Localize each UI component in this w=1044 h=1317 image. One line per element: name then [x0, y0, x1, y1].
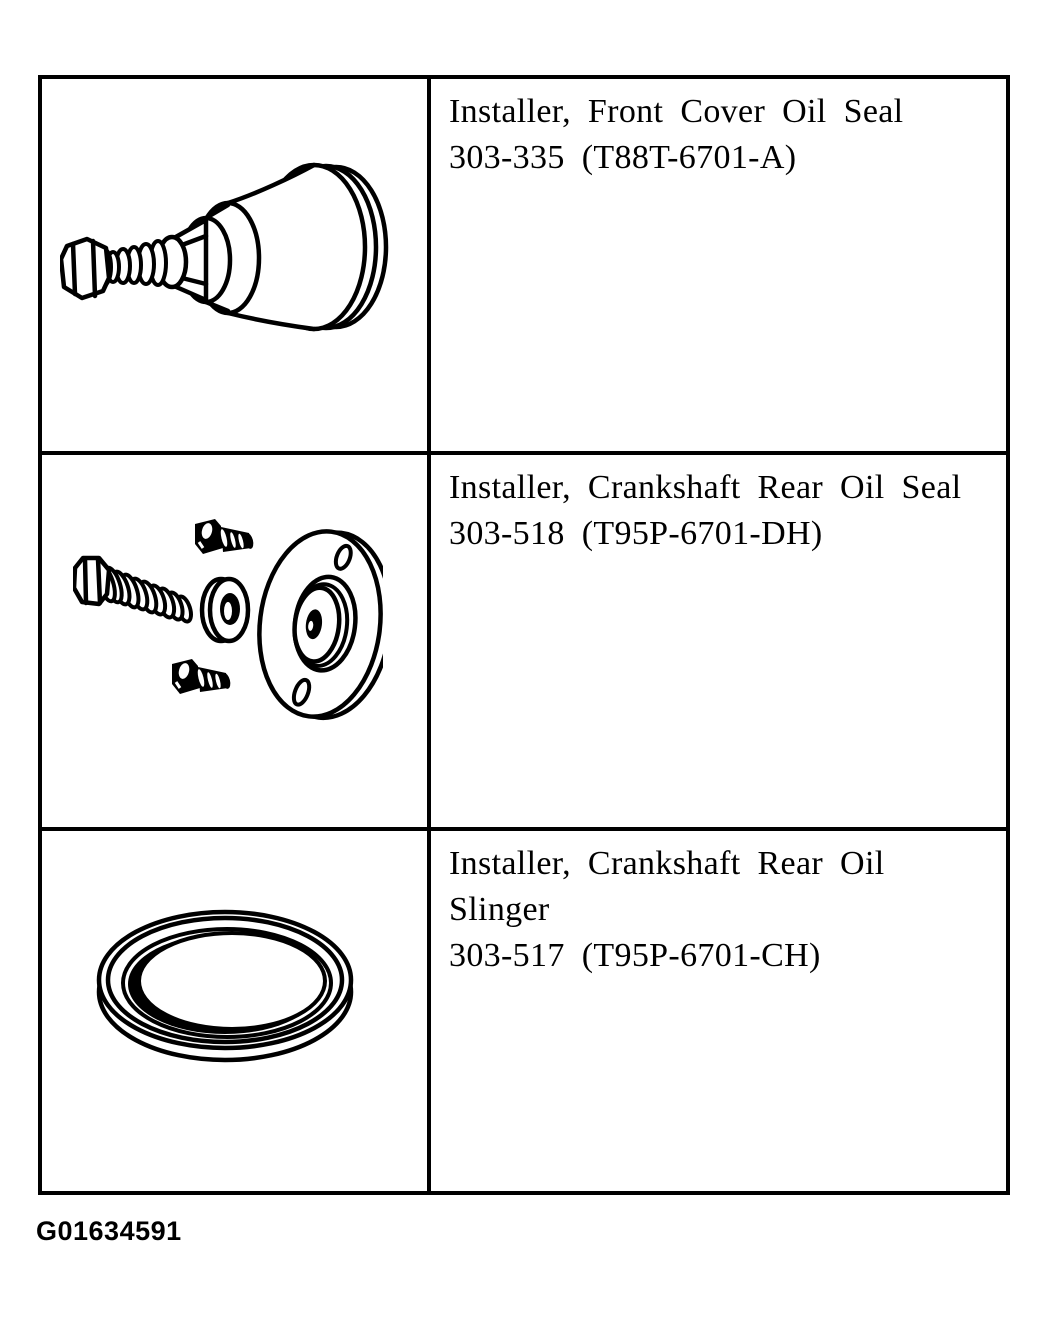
tool-illustration-cell [42, 79, 431, 451]
tool-illustration-cell [42, 455, 431, 827]
tool-name: Installer, Front Cover Oil Seal [449, 93, 904, 130]
table-row [42, 79, 1006, 455]
table-row [42, 831, 1006, 1191]
special-tools-table [38, 75, 1010, 1195]
tool-part-number: 303-335 (T88T-6701-A) [449, 139, 797, 176]
tool-illustration-cell [42, 831, 431, 1191]
tool-part-number: 303-518 (T95P-6701-DH) [449, 515, 823, 552]
table-row [42, 455, 1006, 831]
tool-part-number: 303-517 (T95P-6701-CH) [449, 937, 821, 974]
tool-description-cell [431, 79, 1006, 451]
tool-name: Installer, Crankshaft Rear Oil Slinger [449, 845, 885, 928]
tool-description-cell [431, 455, 1006, 827]
crankshaft-rear-oil-seal-installer-illustration [73, 512, 383, 722]
figure-id: G01634591 [36, 1216, 182, 1246]
tool-name: Installer, Crankshaft Rear Oil Seal [449, 469, 962, 506]
crankshaft-rear-oil-slinger-illustration [95, 908, 359, 1068]
tool-description-cell [431, 831, 1006, 1191]
front-cover-oil-seal-installer-illustration [60, 148, 392, 348]
